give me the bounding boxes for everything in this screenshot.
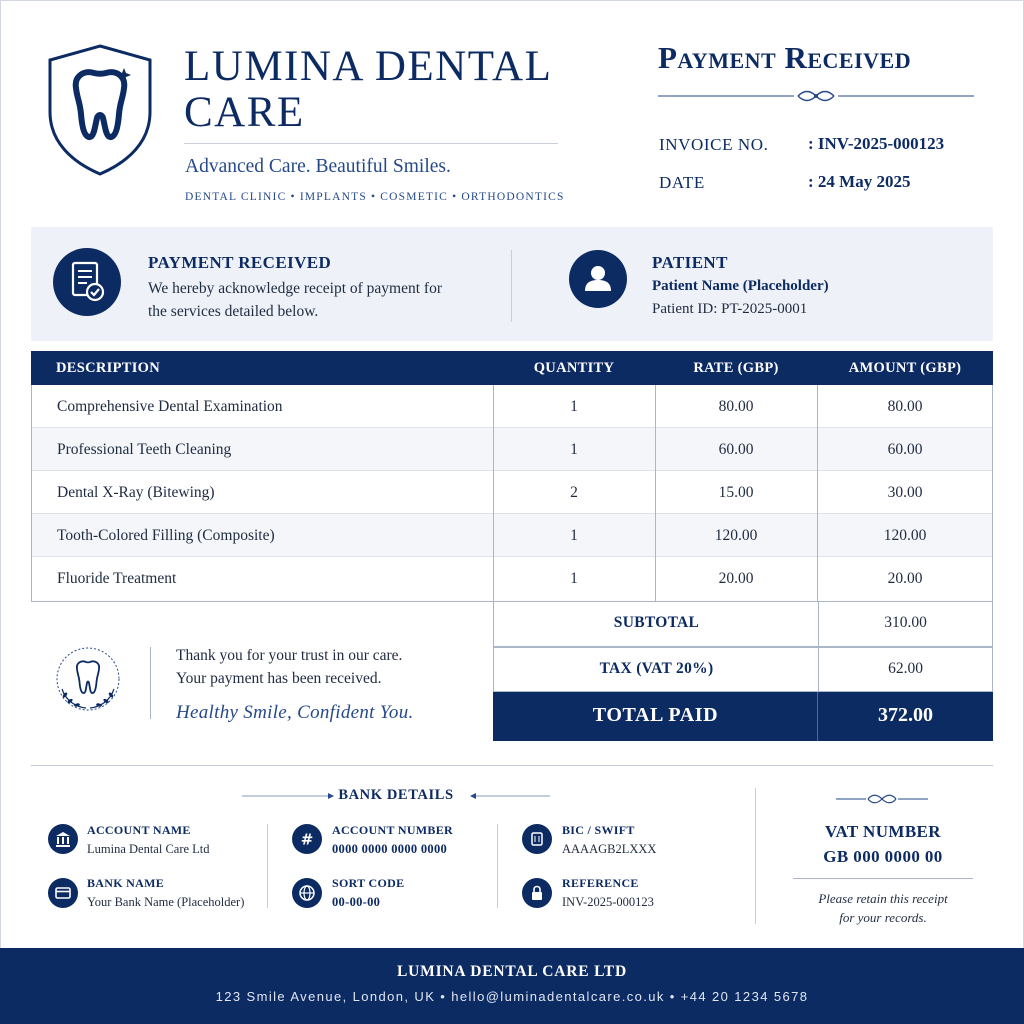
services-table-header bbox=[31, 351, 993, 385]
brand-divider bbox=[184, 143, 558, 144]
table-row bbox=[32, 471, 992, 514]
date-label: DATE bbox=[659, 173, 705, 192]
column-divider bbox=[818, 648, 819, 692]
band-divider bbox=[511, 250, 512, 322]
bank-details-heading: BANK DETAILS bbox=[338, 787, 454, 803]
thanks-divider bbox=[150, 647, 151, 719]
cell-quantity: 1 bbox=[570, 570, 578, 587]
sort-code-value: 00-00-00 bbox=[332, 895, 381, 909]
vat-number-label: VAT NUMBER bbox=[825, 822, 941, 841]
cell-amount: 60.00 bbox=[887, 441, 923, 458]
reference-label: REFERENCE bbox=[562, 876, 639, 890]
bank-name-value: Your Bank Name (Placeholder) bbox=[87, 895, 245, 909]
bank-details-title bbox=[240, 786, 552, 806]
cell-amount: 80.00 bbox=[887, 398, 923, 415]
title-ornament-icon bbox=[658, 88, 974, 104]
column-divider bbox=[817, 385, 818, 601]
hash-icon bbox=[292, 824, 322, 854]
column-divider bbox=[493, 385, 494, 601]
cell-rate: 120.00 bbox=[714, 527, 758, 544]
column-divider bbox=[655, 385, 656, 601]
cell-quantity: 2 bbox=[570, 484, 578, 501]
cell-amount: 120.00 bbox=[883, 527, 927, 544]
account-number-label: ACCOUNT NUMBER bbox=[332, 823, 453, 837]
cell-rate: 20.00 bbox=[718, 570, 754, 587]
subtotal-row bbox=[493, 602, 993, 647]
bank-icon bbox=[48, 824, 78, 854]
patient-name: Patient Name (Placeholder) bbox=[652, 278, 829, 294]
retain-note-line1: Please retain this receipt bbox=[818, 891, 948, 906]
cell-description: Professional Teeth Cleaning bbox=[57, 441, 232, 458]
payment-text-line2: the services detailed below. bbox=[148, 303, 319, 320]
account-name-label: ACCOUNT NAME bbox=[87, 823, 191, 837]
brand-name-line2: CARE bbox=[184, 89, 305, 136]
retain-note-line2: for your records. bbox=[839, 910, 927, 925]
vat-rule bbox=[793, 878, 973, 879]
cell-description: Fluoride Treatment bbox=[57, 570, 177, 587]
cell-rate: 60.00 bbox=[718, 441, 754, 458]
receipt-check-icon bbox=[53, 248, 121, 316]
vat-divider bbox=[755, 788, 756, 924]
table-row bbox=[32, 385, 992, 428]
payment-received-text bbox=[148, 277, 442, 323]
cell-description: Comprehensive Dental Examination bbox=[57, 398, 283, 415]
total-paid-row bbox=[493, 692, 993, 741]
tooth-shield-logo-icon bbox=[44, 42, 156, 178]
subtotal-label: SUBTOTAL bbox=[613, 614, 700, 631]
document-title: Payment Received bbox=[658, 40, 912, 75]
thank-you-line1: Thank you for your trust in our care. bbox=[176, 647, 403, 664]
column-header-amount: AMOUNT (GBP) bbox=[848, 360, 962, 376]
patient-heading: PATIENT bbox=[652, 253, 728, 272]
cell-description: Dental X-Ray (Bitewing) bbox=[57, 484, 215, 501]
reference-value: INV-2025-000123 bbox=[562, 895, 654, 909]
cell-quantity: 1 bbox=[570, 398, 578, 415]
tax-row bbox=[493, 647, 993, 692]
section-separator bbox=[31, 765, 993, 766]
bic-swift-value: AAAAGB2LXXX bbox=[562, 842, 657, 856]
thank-you-line2: Your payment has been received. bbox=[176, 670, 382, 687]
cell-rate: 15.00 bbox=[718, 484, 754, 501]
bank-name-label: BANK NAME bbox=[87, 876, 165, 890]
tooth-laurel-badge-icon bbox=[50, 645, 126, 719]
brand-tagline: Advanced Care. Beautiful Smiles. bbox=[185, 156, 451, 177]
payment-text-line1: We hereby acknowledge receipt of payment for bbox=[148, 280, 442, 297]
account-number-value: 0000 0000 0000 0000 bbox=[332, 842, 448, 856]
cell-rate: 80.00 bbox=[718, 398, 754, 415]
account-name-value: Lumina Dental Care Ltd bbox=[87, 842, 210, 856]
cell-amount: 30.00 bbox=[887, 484, 923, 501]
card-icon bbox=[48, 878, 78, 908]
bic-swift-label: BIC / SWIFT bbox=[562, 823, 635, 837]
subtotal-value: 310.00 bbox=[884, 614, 927, 631]
invoice-number-value: : INV-2025-000123 bbox=[808, 134, 945, 153]
total-paid-label: TOTAL PAID bbox=[592, 704, 719, 726]
tax-value: 62.00 bbox=[888, 660, 923, 677]
table-row bbox=[32, 428, 992, 471]
patient-user-icon bbox=[569, 250, 627, 308]
date-value: : 24 May 2025 bbox=[808, 172, 911, 191]
cell-quantity: 1 bbox=[570, 527, 578, 544]
globe-icon bbox=[292, 878, 322, 908]
thank-you-message bbox=[176, 644, 402, 690]
column-header-description: DESCRIPTION bbox=[56, 360, 161, 376]
column-header-rate: RATE (GBP) bbox=[693, 360, 779, 376]
footer bbox=[0, 948, 1024, 1024]
svg-text:#: # bbox=[300, 830, 314, 849]
patient-id: Patient ID: PT-2025-0001 bbox=[652, 301, 808, 317]
table-row bbox=[32, 514, 992, 557]
cell-amount: 20.00 bbox=[887, 570, 923, 587]
footer-contact-details: 123 Smile Avenue, London, UK • hello@luminadentalcare.co.uk • +44 20 1234 5678 bbox=[215, 989, 809, 1004]
sort-code-label: SORT CODE bbox=[332, 876, 405, 890]
vat-number-value: GB 000 0000 00 bbox=[823, 847, 943, 866]
thank-you-script: Healthy Smile, Confident You. bbox=[176, 702, 414, 723]
bank-column-divider bbox=[497, 824, 498, 908]
cell-description: Tooth-Colored Filling (Composite) bbox=[57, 527, 275, 544]
invoice-number-label: INVOICE NO. bbox=[659, 135, 769, 154]
total-paid-value: 372.00 bbox=[878, 704, 933, 726]
vat-ornament-icon bbox=[836, 791, 928, 807]
chip-icon bbox=[522, 824, 552, 854]
brand-name-line1: LUMINA DENTAL bbox=[184, 43, 553, 90]
payment-received-heading: PAYMENT RECEIVED bbox=[148, 253, 332, 272]
column-header-quantity: QUANTITY bbox=[533, 360, 615, 376]
table-row bbox=[32, 557, 992, 600]
brand-name bbox=[184, 44, 564, 136]
services-table bbox=[31, 385, 993, 602]
column-divider bbox=[818, 602, 819, 647]
bank-column-divider bbox=[267, 824, 268, 908]
lock-icon bbox=[522, 878, 552, 908]
retain-receipt-note bbox=[783, 889, 983, 927]
tax-label: TAX (VAT 20%) bbox=[599, 660, 714, 677]
footer-company-name: LUMINA DENTAL CARE LTD bbox=[397, 963, 627, 980]
cell-quantity: 1 bbox=[570, 441, 578, 458]
brand-services: DENTAL CLINIC • IMPLANTS • COSMETIC • ORTHODONTICS bbox=[185, 191, 565, 203]
